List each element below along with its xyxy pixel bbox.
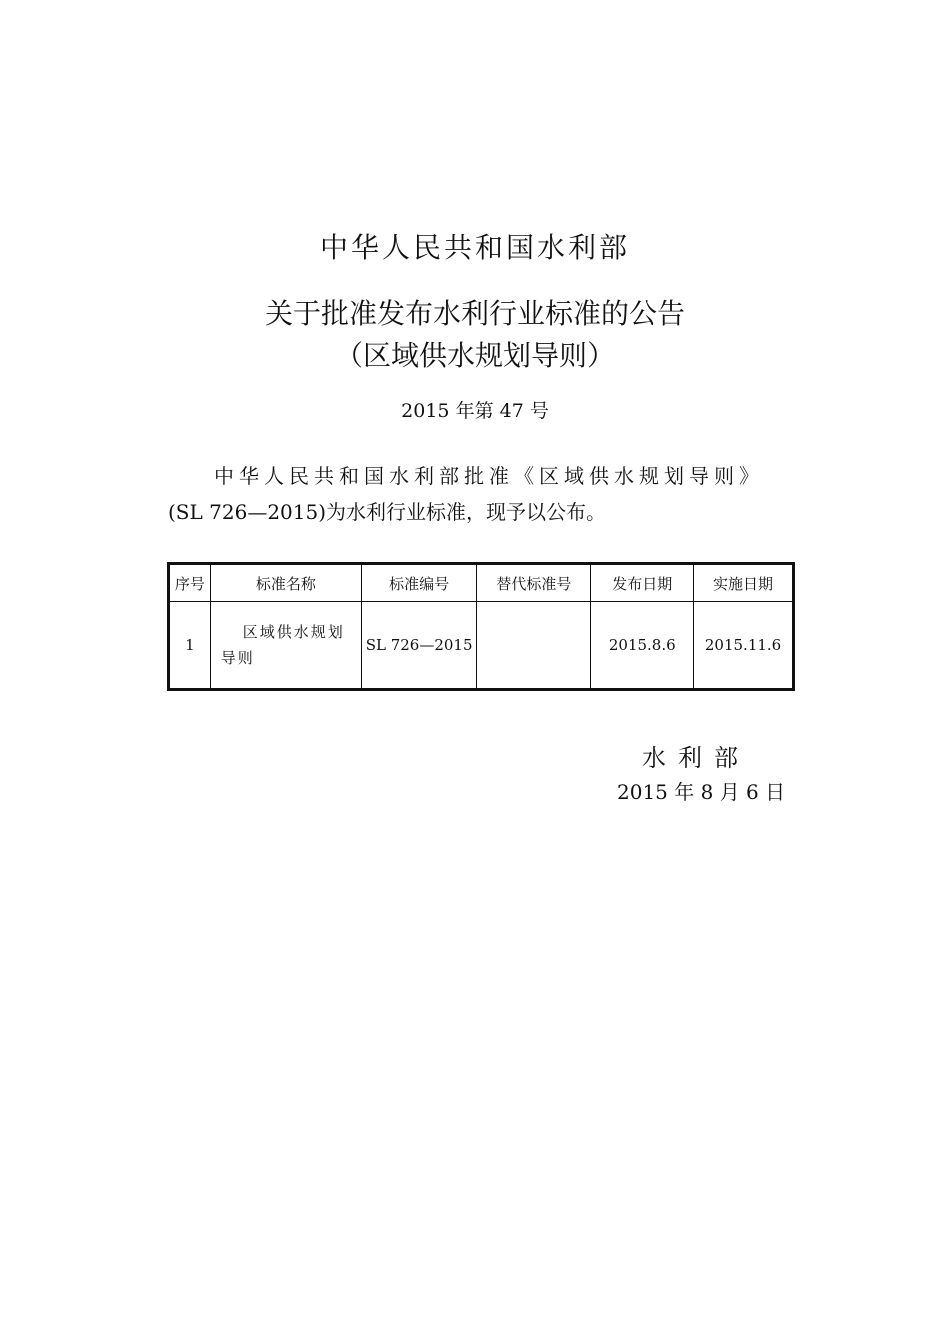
standards-table xyxy=(167,562,795,691)
issue-date: 2015 年 8 月 6 日 xyxy=(617,780,786,804)
header-seq: 序号 xyxy=(169,564,211,602)
cell-effective-date: 2015.11.6 xyxy=(694,602,794,690)
table-header-row xyxy=(169,564,794,602)
header-publish-date: 发布日期 xyxy=(591,564,694,602)
header-standard-name: 标准名称 xyxy=(210,564,361,602)
standard-name-line-2: 导则 xyxy=(220,649,255,667)
ministry-name: 中华人民共和国水利部 xyxy=(319,231,630,264)
header-replaced-code: 替代标准号 xyxy=(477,564,591,602)
announcement-subtitle: （区域供水规划导则） xyxy=(334,339,615,372)
cell-replaced-code xyxy=(477,602,591,690)
announcement-title: 关于批准发布水利行业标准的公告 xyxy=(264,297,685,330)
table-row xyxy=(169,602,794,690)
announcement-body xyxy=(168,458,800,530)
cell-publish-date: 2015.8.6 xyxy=(591,602,694,690)
cell-standard-code: SL 726—2015 xyxy=(361,602,476,690)
issuer-signature: 水利部 xyxy=(642,744,750,772)
header-standard-code: 标准编号 xyxy=(361,564,476,602)
cell-standard-name xyxy=(210,602,361,690)
document-number: 2015 年第 47 号 xyxy=(401,400,549,422)
cell-seq: 1 xyxy=(169,602,211,690)
body-line-1: 中华人民共和国水利部批准《区域供水规划导则》 xyxy=(214,464,764,488)
standard-name-line-1: 区域供水规划 xyxy=(242,623,345,641)
body-line-2: (SL 726—2015)为水利行业标准，现予以公布。 xyxy=(168,500,607,524)
header-effective-date: 实施日期 xyxy=(694,564,794,602)
